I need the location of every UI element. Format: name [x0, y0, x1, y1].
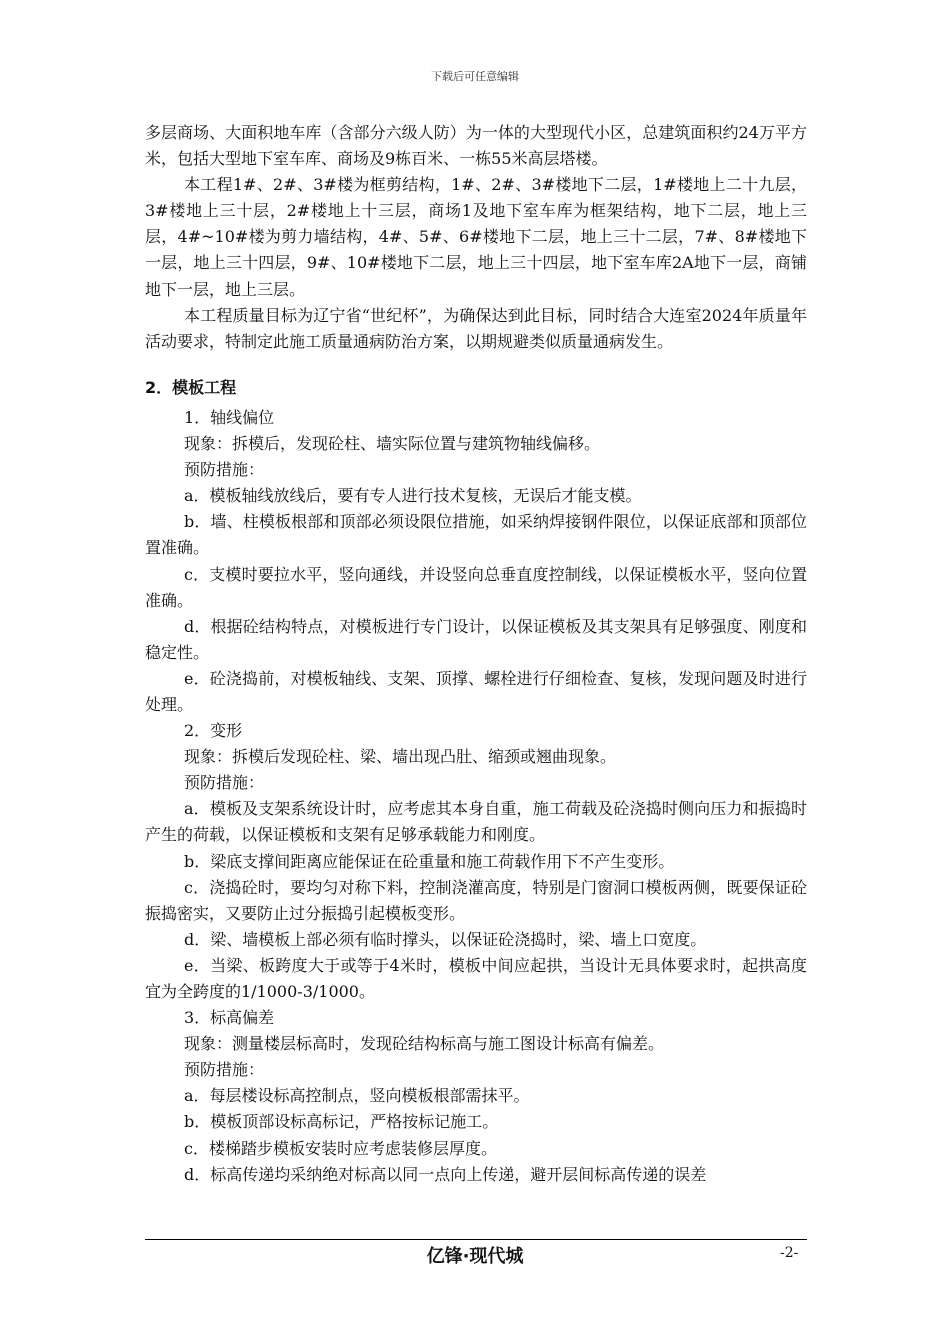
paragraph: 多层商场、大面积地车库（含部分六级人防）为一体的大型现代小区，总建筑面积约24万平方米，包括大型地下室车库、商场及9栋百米、一栋55米高层塔楼。 [145, 123, 807, 169]
list-item: c．浇捣砼时，要均匀对称下料，控制浇灌高度，特别是门窗洞口模板两侧，既要保证砼振捣密实，又要防止过分振捣引起模板变形。 [145, 877, 807, 923]
list-item: 预防措施： [184, 460, 265, 480]
list-item: 3．标高偏差 [184, 1008, 275, 1028]
list-item: d．根据砼结构特点，对模板进行专门设计，以保证模板及其支架具有足够强度、刚度和稳定性。 [145, 616, 807, 662]
list-item: e．砼浇捣前，对模板轴线、支架、顶撑、螺栓进行仔细检查、复核，发现问题及时进行处理。 [145, 668, 807, 714]
list-item: 预防措施： [184, 773, 265, 793]
list-item: 预防措施： [184, 1060, 265, 1080]
section-heading: 2．模板工程 [145, 377, 237, 397]
list-item: 现象：测量楼层标高时，发现砼结构标高与施工图设计标高有偏差。 [184, 1034, 665, 1054]
list-item: a．模板及支架系统设计时，应考虑其本身自重，施工荷载及砼浇捣时侧向压力和振捣时产生的荷载，以保证模板和支架有足够承载能力和刚度。 [145, 799, 807, 845]
footer-title: 亿锋·现代城 [426, 1246, 524, 1267]
list-item: c．楼梯踏步模板安装时应考虑装修层厚度。 [184, 1138, 497, 1158]
list-item: a．模板轴线放线后，要有专人进行技术复核，无误后才能支模。 [184, 486, 642, 506]
list-item: a．每层楼设标高控制点，竖向模板根部需抹平。 [184, 1086, 530, 1106]
list-item: e．当梁、板跨度大于或等于4米时，模板中间应起拱，当设计无具体要求时，起拱高度宜为全跨度的1/1000-3/1000。 [145, 955, 807, 1001]
document-body [145, 120, 807, 1188]
list-item: 1．轴线偏位 [184, 407, 275, 427]
paragraph: 本工程1#、2#、3#楼为框剪结构，1#、2#、3#楼地下二层，1#楼地上二十九层，3#楼地上三十层，2#楼地上十三层，商场1及地下室车库为框架结构，地下二层，地上三层，4#~10#楼为剪力墙结构，4#、5#、6#楼地下二层，地上三十二层，7#、8#楼地下一层，地上三十四层，9#、10#楼地下二层，地上三十四层，地下室车库2A地下一层，商铺地下一层，地上三层。 [145, 175, 807, 299]
page-number: -2- [780, 1245, 799, 1261]
header-watermark: 下载后可任意编辑 [431, 70, 519, 83]
list-item: d．标高传递均采纳绝对标高以同一点向上传递，避开层间标高传递的误差 [184, 1164, 707, 1184]
list-item: c．支模时要拉水平，竖向通线，并设竖向总垂直度控制线，以保证模板水平，竖向位置准确。 [145, 564, 807, 610]
list-item: b．墙、柱模板根部和顶部必须设限位措施，如采纳焊接钢件限位，以保证底部和顶部位置准确。 [145, 512, 807, 558]
list-item: b．梁底支撑间距离应能保证在砼重量和施工荷载作用下不产生变形。 [184, 851, 675, 871]
list-item: 现象：拆模后发现砼柱、梁、墙出现凸肚、缩颈或翘曲现象。 [184, 747, 617, 767]
list-item: 现象：拆模后，发现砼柱、墙实际位置与建筑物轴线偏移。 [184, 434, 601, 454]
list-item: d．梁、墙模板上部必须有临时撑头，以保证砼浇捣时，梁、墙上口宽度。 [184, 929, 707, 949]
footer-divider [145, 1239, 807, 1240]
paragraph: 本工程质量目标为辽宁省“世纪杯”，为确保达到此目标，同时结合大连室2024年质量年活动要求，特制定此施工质量通病防治方案，以期规避类似质量通病发生。 [145, 305, 807, 351]
list-item: 2．变形 [184, 721, 243, 741]
list-item: b．模板顶部设标高标记，严格按标记施工。 [184, 1112, 499, 1132]
